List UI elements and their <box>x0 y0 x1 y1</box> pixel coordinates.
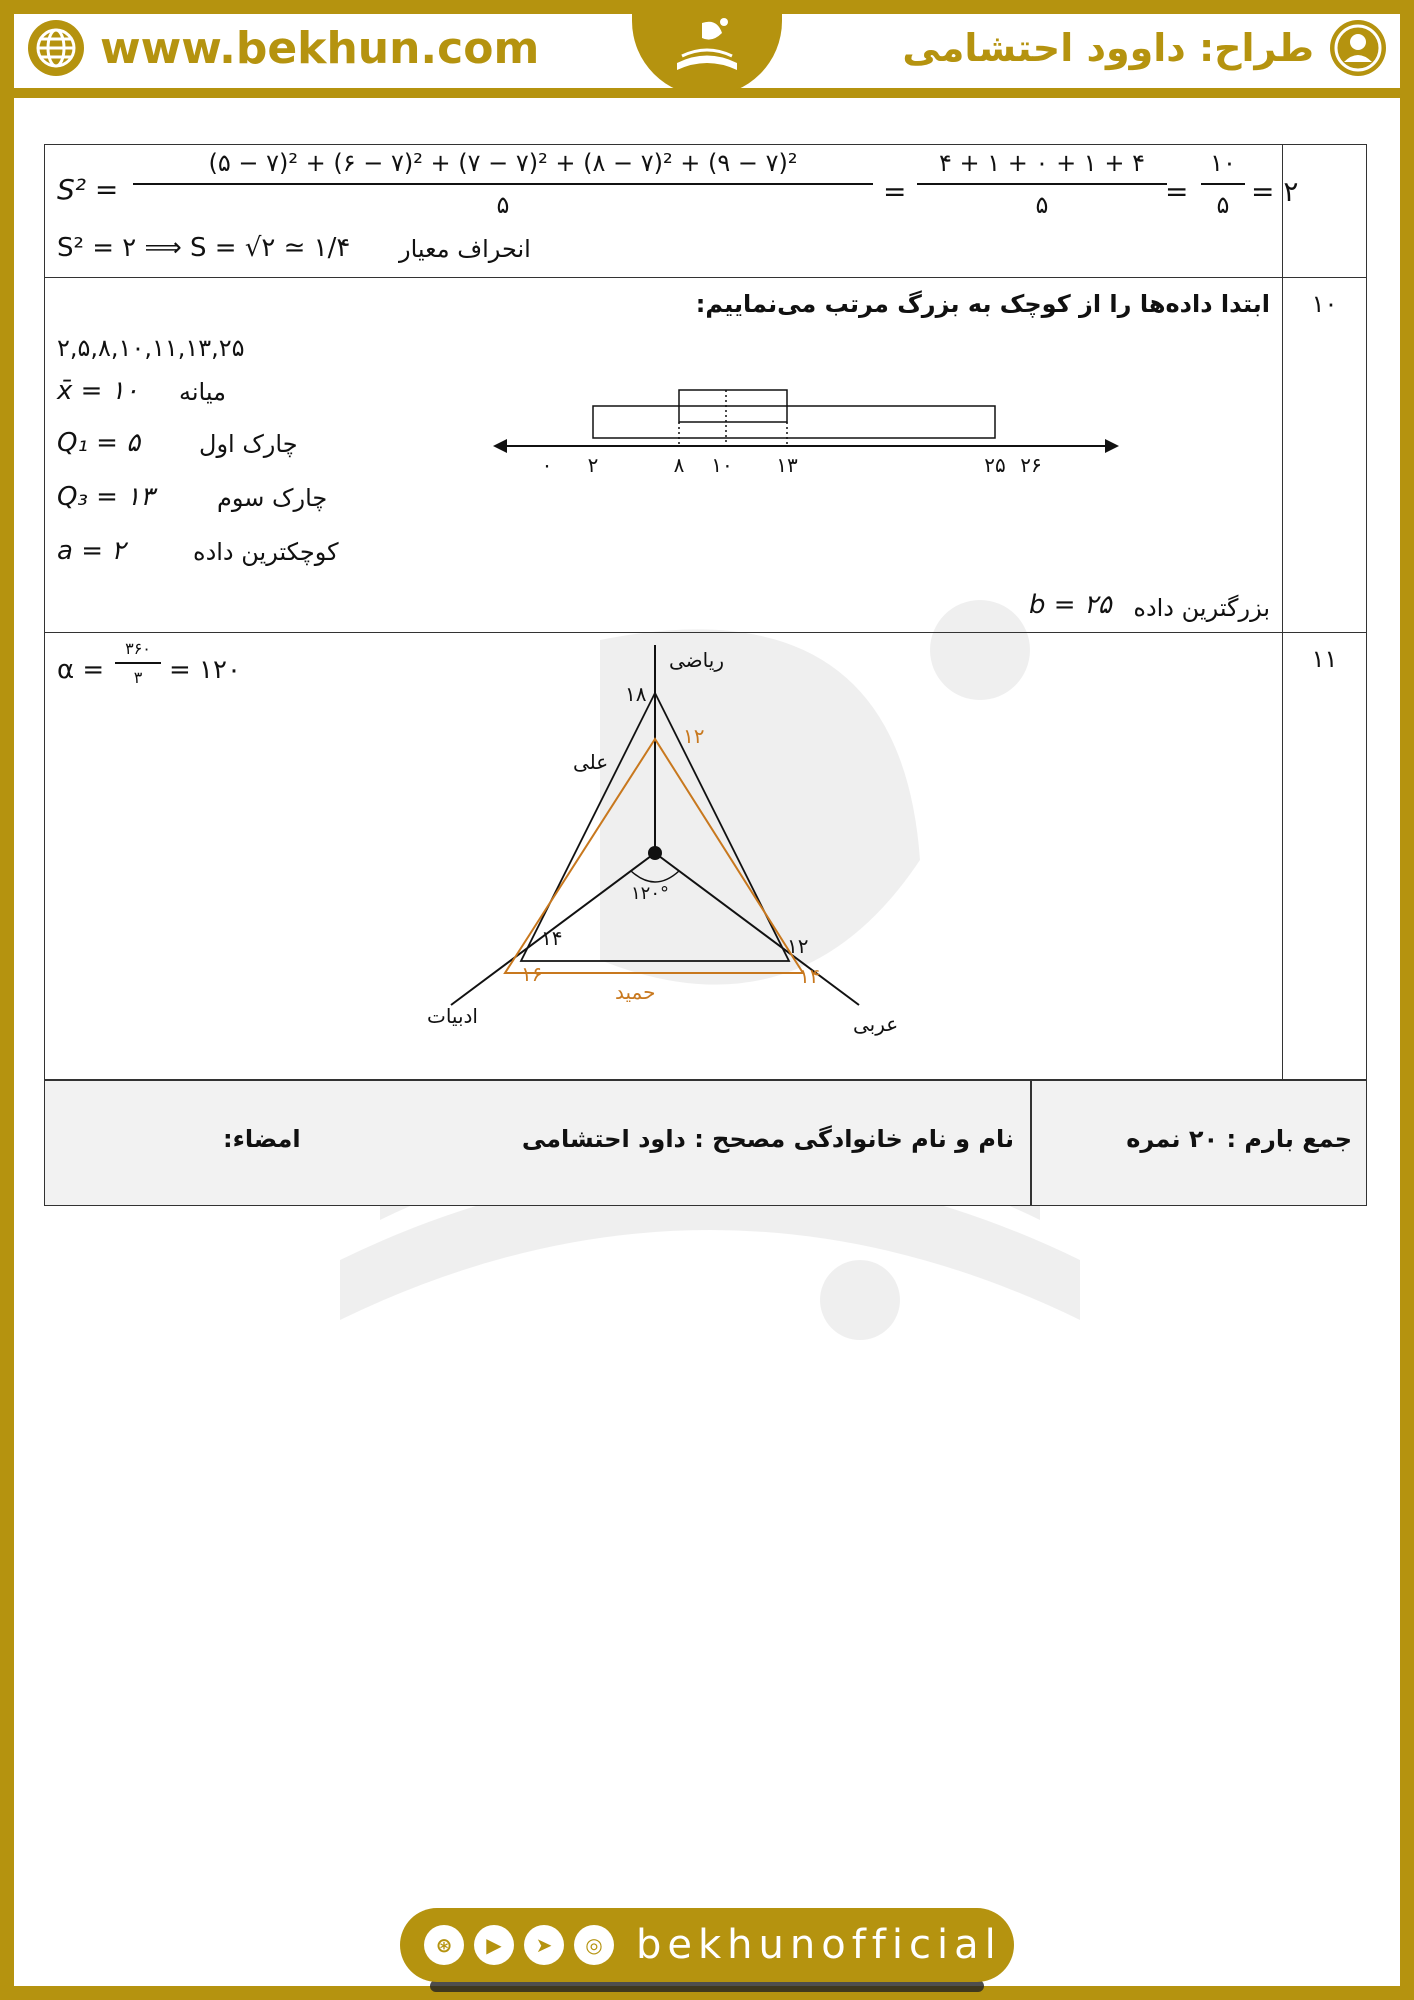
tick-8: ۸ <box>673 453 685 477</box>
alpha-fraction <box>115 639 161 687</box>
corrector-name: نام و نام خانوادگی مصحح : داود احتشامی <box>521 1125 1014 1153</box>
hamid-top-value: ۱۲ <box>683 724 705 748</box>
q1-math: Q₁ = ۵ <box>57 428 141 458</box>
row-content <box>45 633 1282 1079</box>
social-handle[interactable]: bekhunofficial <box>636 1922 1002 1968</box>
equals-sign: = <box>883 175 907 208</box>
axis-arrow-right-icon <box>1105 439 1119 453</box>
axis-arrow-left-icon <box>493 439 507 453</box>
q3-math: Q₃ = ۱۳ <box>57 482 155 512</box>
row-10-title: ابتدا داده‌ها را از کوچک به بزرگ مرتب می‌نماییم: <box>695 290 1270 318</box>
max-math: b = ۲۵ <box>1029 590 1112 620</box>
answer-row-9 <box>44 144 1367 278</box>
box-plot <box>493 388 1127 478</box>
axis-top-label: ریاضی <box>669 648 724 672</box>
instagram-icon[interactable]: ◎ <box>574 1925 614 1965</box>
center-point <box>648 846 662 860</box>
ali-right-value: ۱۲ <box>787 934 809 958</box>
variance-lhs: S² = <box>57 173 119 206</box>
designer-name: طراح: داوود احتشامی <box>902 26 1314 70</box>
variance-fraction-3 <box>1201 149 1245 219</box>
center-angle-label: ۱۲۰° <box>631 883 670 904</box>
book-logo-icon <box>662 8 752 88</box>
q1-label: چارک اول <box>199 430 298 458</box>
q3-label: چارک سوم <box>217 484 328 512</box>
alpha-result: = ۱۲۰ <box>169 655 241 685</box>
answer-row-10 <box>44 277 1367 633</box>
alpha-denominator: ۳ <box>133 667 143 687</box>
median-label: میانه <box>179 378 226 406</box>
std-dev-formula: S² = ۲ ⟹ S = √۲ ≃ ۱/۴ <box>57 233 351 263</box>
youtube-icon[interactable]: ▶ <box>474 1925 514 1965</box>
axis-right-label: عربی <box>853 1012 899 1036</box>
alpha-numerator: ۳۶۰ <box>125 639 151 658</box>
variance-fraction-2 <box>917 149 1167 219</box>
fraction-denominator: ۵ <box>1035 190 1049 219</box>
hamid-label: حمید <box>615 980 656 1004</box>
score-footer <box>44 1080 1367 1206</box>
alpha-lhs: α = <box>57 655 105 685</box>
row-number-cell: ۱۰ <box>1282 278 1366 632</box>
globe-icon <box>26 18 86 78</box>
fraction-numerator: ۴ + ۱ + ۰ + ۱ + ۴ <box>939 149 1145 177</box>
fraction-bar <box>1201 183 1245 185</box>
fraction-denominator: ۵ <box>1216 190 1230 219</box>
social-bar <box>400 1908 1014 1982</box>
ali-label: علی <box>573 750 609 774</box>
telegram-icon[interactable]: ➤ <box>524 1925 564 1965</box>
fraction-denominator: ۵ <box>496 190 510 219</box>
variance-result: = ۲ <box>1251 175 1299 208</box>
ali-top-value: ۱۸ <box>625 682 647 706</box>
ali-left-value: ۱۴ <box>541 926 563 950</box>
sorted-data: ۲,۵,۸,۱۰,۱۱,۱۳,۲۵ <box>57 334 245 362</box>
row-content <box>45 145 1299 277</box>
aparat-icon[interactable]: ⊛ <box>424 1925 464 1965</box>
center-angle-arc <box>631 871 679 882</box>
row-content <box>45 278 1282 632</box>
hamid-left-value: ۱۶ <box>521 962 543 986</box>
variance-fraction-1 <box>133 149 873 219</box>
axis-right <box>655 853 859 1005</box>
fraction-numerator: (۵ − ۷)² + (۶ − ۷)² + (۷ − ۷)² + (۸ − ۷)² + (۹ − ۷)² <box>208 149 798 177</box>
fraction-bar <box>917 183 1167 185</box>
tick-10: ۱۰ <box>711 453 733 477</box>
fraction-numerator: ۱۰ <box>1210 149 1236 177</box>
min-label: کوچکترین داده <box>193 538 339 566</box>
tick-25: ۲۵ <box>984 453 1006 477</box>
equals-sign: = <box>1165 175 1189 208</box>
tick-0: ۰ <box>541 453 553 477</box>
median-math: x̄ = ۱۰ <box>57 376 139 406</box>
footer-divider <box>1030 1081 1032 1205</box>
max-label: بزرگترین داده <box>1133 594 1270 622</box>
tick-26: ۲۶ <box>1020 453 1042 477</box>
site-link[interactable] <box>26 18 539 78</box>
tick-13: ۱۳ <box>776 453 798 477</box>
box-lower-whisker-box <box>593 406 995 438</box>
radar-diagram <box>425 643 945 1043</box>
std-dev-label: انحراف معیار <box>399 235 531 263</box>
designer-badge <box>902 18 1388 78</box>
signature-label: امضاء: <box>223 1125 301 1153</box>
hamid-right-value: ۱۴ <box>799 964 821 988</box>
total-score: جمع بارم : ۲۰ نمره <box>1126 1125 1352 1153</box>
axis-left-label: ادبیات <box>427 1004 478 1028</box>
user-icon <box>1328 18 1388 78</box>
answer-row-11 <box>44 632 1367 1080</box>
row-number-cell: ۱۱ <box>1282 633 1366 1079</box>
tick-2: ۲ <box>587 453 599 477</box>
axis-tick-labels <box>542 453 1042 477</box>
row-number-cell <box>1282 145 1366 277</box>
min-math: a = ۲ <box>57 536 126 566</box>
site-url: www.bekhun.com <box>100 22 540 74</box>
fraction-bar <box>115 662 161 664</box>
fraction-bar <box>133 183 873 185</box>
